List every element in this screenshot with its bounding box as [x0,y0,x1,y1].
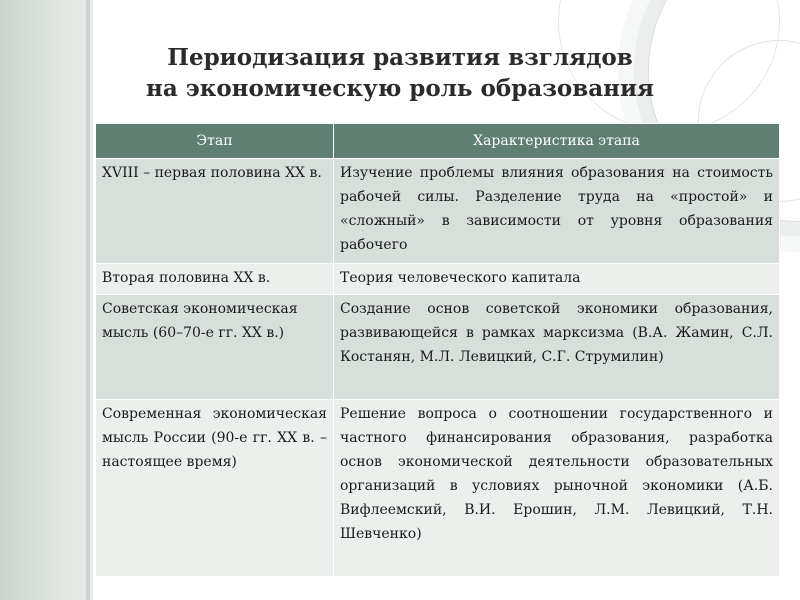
table-header-row [96,124,780,159]
stage-cell: Современная экономическая мысль России (90-е гг. XX в. – настоящее время) [96,400,334,577]
periodization-table [95,123,780,577]
slide-title-line-2: на экономическую роль образования [145,75,655,102]
description-cell: Теория человеческого капитала [334,264,780,295]
description-cell: Изучение проблемы влияния образования на стоимость рабочей силы. Разделение труда на «простой» и «сложный» в зависимости от уровня образования рабочего [334,159,780,264]
stage-cell: XVIII – первая половина XX в. [96,159,334,264]
left-decorative-stripe [86,0,90,600]
stage-cell: Советская экономическая мысль (60–70-е гг. XX в.) [96,295,334,400]
slide-title [100,42,700,104]
left-decorative-band [0,0,93,600]
slide-title-line-1: Периодизация развития взглядов [167,44,633,71]
table-row [96,159,780,264]
description-cell: Создание основ советской экономики образования, развивающейся в рамках марксизма (В.А. Жамин, С.Л. Костанян, М.Л. Левицкий, С.Г. Струмилин) [334,295,780,400]
table-row [96,295,780,400]
table-row [96,400,780,577]
description-cell: Решение вопроса о соотношении государственного и частного финансирования образования, разработка основ экономической деятельности образовательных организаций в условиях рыночной экономики (А.Б. Вифлеемский, В.И. Ерошин, Л.М. Левицкий, Т.Н. Шевченко) [334,400,780,577]
table-row [96,264,780,295]
header-characteristic: Характеристика этапа [334,124,780,159]
stage-cell: Вторая половина XX в. [96,264,334,295]
header-stage: Этап [96,124,334,159]
